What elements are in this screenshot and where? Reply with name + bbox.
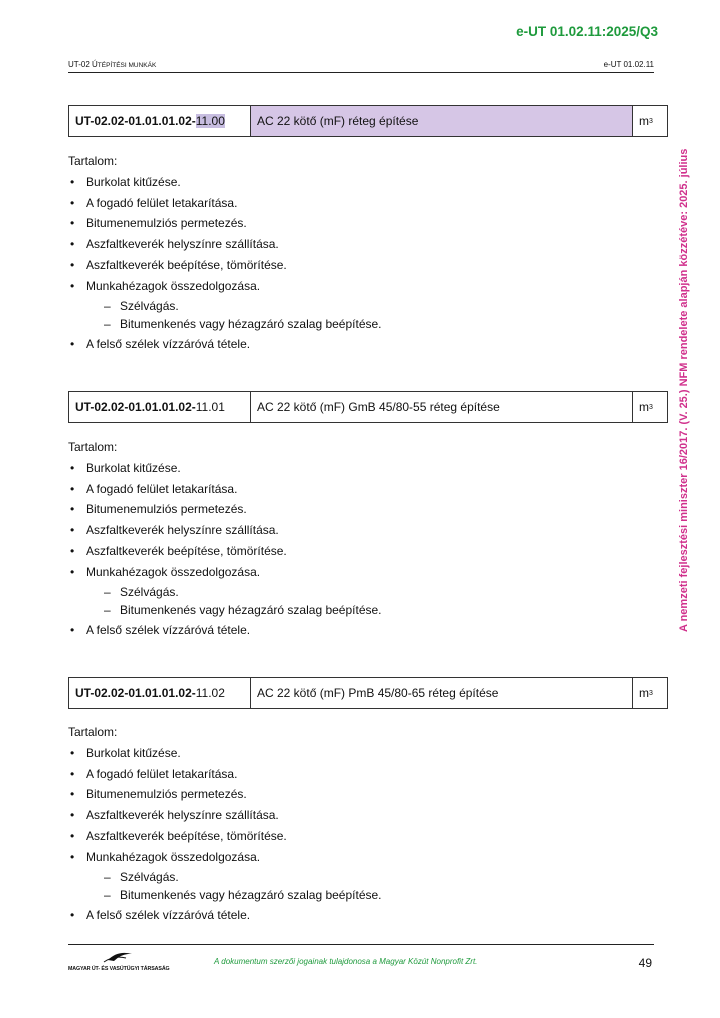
- side-publication-note: A nemzeti fejlesztési miniszter 16/2017. (V. 25.) NFM rendelete alapján közzétéve: 2025. július: [678, 148, 690, 632]
- sub-list: [86, 583, 668, 620]
- sub-list: [86, 868, 668, 905]
- running-header: [68, 60, 654, 73]
- header-doc-ref: e-UT 01.02.11: [603, 60, 654, 69]
- sub-list-item: – Bitumenkenés vagy hézagzáró szalag beépítése.: [86, 886, 668, 905]
- item-unit: m 3: [639, 114, 653, 128]
- copyright-notice: A dokumentum szerzői jogainak tulajdonosa a Magyar Közút Nonprofit Zrt.: [214, 957, 478, 966]
- list-item: • Bitumenemulziós permetezés.: [68, 499, 668, 520]
- list-item: • Bitumenemulziós permetezés.: [68, 784, 668, 805]
- list-item: • A felső szélek vízzáróvá tétele.: [68, 905, 668, 926]
- item-unit: m 3: [639, 686, 653, 700]
- list-item: • Munkahézagok összedolgozása. – Szélvágás. – Bitumenkenés vagy hézagzáró szalag beépítése.: [68, 276, 668, 334]
- sub-list-item: – Bitumenkenés vagy hézagzáró szalag beépítése.: [86, 601, 668, 620]
- item-contents-2: [68, 437, 668, 640]
- item-contents-3: [68, 722, 668, 925]
- list-item: • A felső szélek vízzáróvá tétele.: [68, 334, 668, 355]
- sub-list-item: – Szélvágás.: [86, 868, 668, 887]
- list-item: • Aszfaltkeverék helyszínre szállítása.: [68, 520, 668, 541]
- item-name: AC 22 kötő (mF) PmB 45/80-65 réteg építése: [251, 678, 633, 708]
- bullet-list: [68, 172, 668, 355]
- item-name: AC 22 kötő (mF) GmB 45/80-55 réteg építése: [251, 392, 633, 422]
- page-number: 49: [638, 956, 652, 970]
- list-item: • A fogadó felület letakarítása.: [68, 193, 668, 214]
- list-item: • Burkolat kitűzése.: [68, 172, 668, 193]
- list-item: • Munkahézagok összedolgozása. – Szélvágás. – Bitumenkenés vagy hézagzáró szalag beépítése.: [68, 847, 668, 905]
- list-item: • Aszfaltkeverék beépítése, tömörítése.: [68, 826, 668, 847]
- bullet-list: [68, 458, 668, 641]
- list-item: • Aszfaltkeverék helyszínre szállítása.: [68, 234, 668, 255]
- contents-title: Tartalom:: [68, 725, 118, 739]
- item-code: UT-02.02-01.01.01.02- 11.01: [69, 392, 251, 422]
- contents-title: Tartalom:: [68, 440, 118, 454]
- list-item: • A fogadó felület letakarítása.: [68, 764, 668, 785]
- company-logo: [68, 950, 170, 972]
- logo-text: MAGYAR ÚT- ÉS VASÚTÜGYI TÁRSASÁG: [68, 966, 170, 972]
- item-header-2: [68, 391, 668, 423]
- sub-list-item: – Szélvágás.: [86, 297, 668, 316]
- bullet-list: [68, 743, 668, 926]
- list-item: • A fogadó felület letakarítása.: [68, 479, 668, 500]
- item-code: UT-02.02-01.01.01.02- 11.02: [69, 678, 251, 708]
- list-item: • Aszfaltkeverék beépítése, tömörítése.: [68, 541, 668, 562]
- item-name: AC 22 kötő (mF) réteg építése: [251, 106, 633, 136]
- sub-list: [86, 297, 668, 334]
- contents-title: Tartalom:: [68, 154, 118, 168]
- item-code: UT-02.02-01.01.01.02- 11.00: [69, 106, 251, 136]
- item-contents-1: [68, 151, 668, 354]
- item-header-3: [68, 677, 668, 709]
- sub-list-item: – Bitumenkenés vagy hézagzáró szalag beépítése.: [86, 315, 668, 334]
- list-item: • Aszfaltkeverék helyszínre szállítása.: [68, 805, 668, 826]
- document-code: e-UT 01.02.11:2025/Q3: [516, 24, 658, 39]
- list-item: • Burkolat kitűzése.: [68, 458, 668, 479]
- item-header-1: [68, 105, 668, 137]
- list-item: • Aszfaltkeverék beépítése, tömörítése.: [68, 255, 668, 276]
- header-section-title: UT-02 ÚTÉPÍTÉSI MUNKÁK: [68, 60, 157, 69]
- list-item: • Munkahézagok összedolgozása. – Szélvágás. – Bitumenkenés vagy hézagzáró szalag beépítése.: [68, 562, 668, 620]
- list-item: • A felső szélek vízzáróvá tétele.: [68, 620, 668, 641]
- footer-rule: [68, 944, 654, 945]
- list-item: • Bitumenemulziós permetezés.: [68, 213, 668, 234]
- item-unit: m 3: [639, 400, 653, 414]
- list-item: • Burkolat kitűzése.: [68, 743, 668, 764]
- sub-list-item: – Szélvágás.: [86, 583, 668, 602]
